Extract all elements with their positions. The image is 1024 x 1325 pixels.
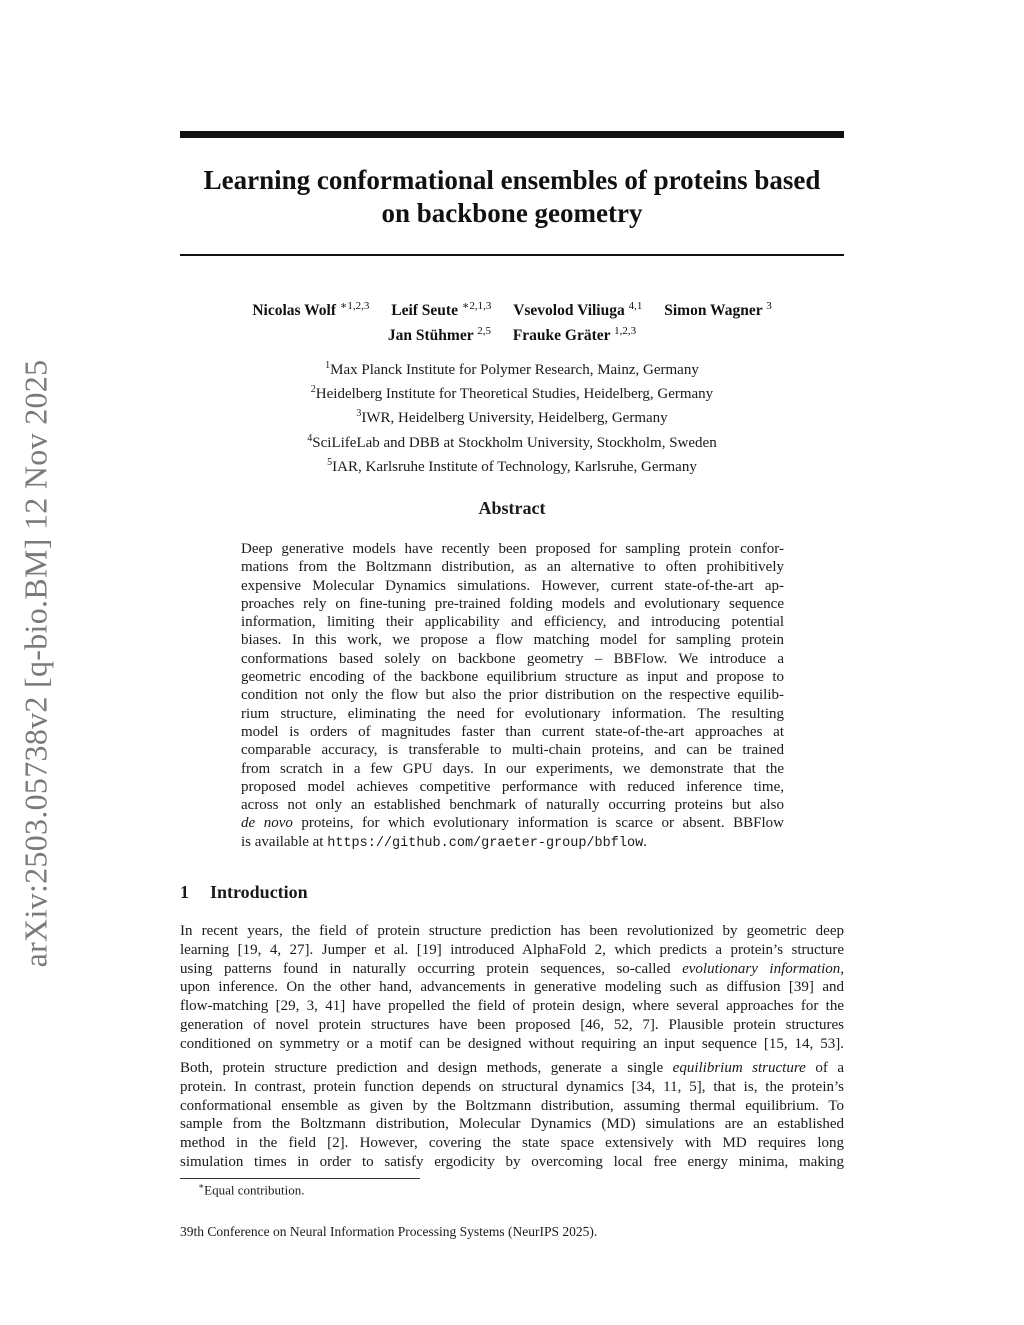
author: Leif Seute $^{∗2,1,3}$ (391, 300, 492, 320)
intro-paragraph-2 (180, 1059, 844, 1172)
body-line: using patterns found in naturally occurring protein sequences, so-called evolutionary information, (180, 960, 844, 977)
affiliation: $^5$IAR, Karlsruhe Institute of Technology, Karlsruhe, Germany (327, 456, 697, 475)
body-line: In recent years, the field of protein structure prediction has been revolutionized by geometric deep (180, 923, 844, 939)
intro-paragraph-1 (180, 922, 844, 1054)
github-link[interactable]: https://github.com/graeter-group/bbflow (327, 835, 644, 851)
body-line: sample from the Boltzmann distribution, Molecular Dynamics (MD) simulations are an established (180, 1116, 844, 1133)
abstract-line: biases. In this work, we propose a flow matching model for sampling protein (241, 632, 784, 649)
abstract-line: mations from the Boltzmann distribution, as an alternative to often prohibitively (241, 559, 784, 576)
title-bottom-rule (180, 254, 844, 256)
abstract-line: Deep generative models have recently been proposed for sampling protein confor- (241, 541, 784, 557)
footnote: ∗Equal contribution. (198, 1181, 305, 1198)
affiliation: $^4$SciLifeLab and DBB at Stockholm University, Stockholm, Sweden (307, 432, 717, 451)
abstract-line: de novo proteins, for which evolutionary information is scarce or absent. BBFlow (241, 815, 784, 832)
abstract-line: proaches rely on fine-tuning pre-trained folding models and evolutionary sequence (241, 595, 784, 612)
conference-note: 39th Conference on Neural Information Processing Systems (NeurIPS 2025). (180, 1224, 598, 1239)
title-top-rule (180, 131, 844, 138)
affiliation: $^3$IWR, Heidelberg University, Heidelberg, Germany (356, 408, 668, 427)
abstract-line: condition not only the flow but also the prior distribution on the respective equilib- (241, 687, 784, 704)
body-line: generation of novel protein structures have been proposed [46, 52, 7]. Plausible protein structures (180, 1016, 844, 1033)
abstract-line: geometric encoding of the backbone equilibrium structure as input and propose to (241, 669, 784, 686)
abstract-line: rium structure, eliminating the need for evolutionary information. The resulting (241, 705, 784, 722)
title-line: Learning conformational ensembles of proteins based (203, 165, 821, 195)
body-line: learning [19, 4, 27]. Jumper et al. [19] introduced AlphaFold 2, which predicts a protein’s structure (180, 941, 844, 958)
abstract-line: proposed model achieves competitive performance with reduced inference time, (241, 778, 784, 795)
title-line: on backbone geometry (381, 198, 643, 228)
arxiv-sidebar (8, 338, 64, 988)
affiliation-list (180, 356, 844, 477)
abstract-line: from scratch in a few GPU days. In our experiments, we demonstrate that the (241, 760, 784, 777)
author: Jan Stühmer $^{2,5}$ (387, 325, 491, 345)
section-heading (180, 882, 308, 903)
body-line: protein. In contrast, protein function depends on structural dynamics [34, 11, 5], that is, the protein’s (180, 1078, 844, 1095)
body-line: conditioned on symmetry or a motif can be designed without requiring an input sequence [15, 14, 53]. (180, 1035, 844, 1052)
body-line: method in the field [2]. However, covering the state space extensively with MD requires long (180, 1135, 844, 1152)
abstract-line: conformations based solely on backbone geometry – BBFlow. We introduce a (241, 650, 784, 667)
author: Simon Wagner $^3$ (664, 300, 772, 320)
abstract-line: is available at https://github.com/graeter-group/bbflow. (241, 833, 647, 851)
abstract-body (241, 540, 784, 853)
abstract-line: information, limiting their applicability and efficiency, and introducing potential (241, 614, 784, 631)
abstract-line: across not only an established benchmark of naturally occurring proteins but also (241, 797, 784, 814)
body-line: flow-matching [29, 3, 41] have propelled the field of protein design, where several approaches for the (180, 998, 844, 1015)
author-list (180, 296, 844, 346)
body-line: upon inference. On the other hand, advancements in generative modeling such as diffusion [39] and (180, 979, 844, 996)
abstract-heading: Abstract (478, 498, 546, 518)
body-line: simulation times in order to satisfy ergodicity by overcoming local free energy minima, making (180, 1153, 844, 1170)
paper-title (180, 164, 844, 230)
body-line: conformational ensemble as given by the Boltzmann distribution, assuming thermal equilibrium. To (180, 1097, 844, 1114)
affiliation: $^2$Heidelberg Institute for Theoretical Studies, Heidelberg, Germany (310, 384, 714, 403)
abstract-line: comparable accuracy, is transferable to multi-chain proteins, and can be trained (241, 742, 784, 759)
affiliation: $^1$Max Planck Institute for Polymer Research, Mainz, Germany (325, 360, 699, 378)
abstract-line: expensive Molecular Dynamics simulations. However, current state-of-the-art ap- (241, 577, 784, 594)
section-title: Introduction (210, 882, 308, 902)
abstract-line: model is orders of magnitudes faster than current state-of-the-art approaches at (241, 723, 784, 740)
section-number: 1 (180, 882, 189, 902)
body-line: Both, protein structure prediction and design methods, generate a single equilibrium structure of a (180, 1060, 845, 1076)
author: Vsevolod Viliuga $^{4,1}$ (513, 300, 643, 320)
footnote-rule (180, 1178, 420, 1179)
arxiv-identifier: arXiv:2503.05738v2 [q-bio.BM] 12 Nov 2025 (17, 359, 54, 967)
author: Nicolas Wolf $^{∗1,2,3}$ (252, 300, 370, 320)
author: Frauke Gräter $^{1,2,3}$ (512, 325, 637, 345)
